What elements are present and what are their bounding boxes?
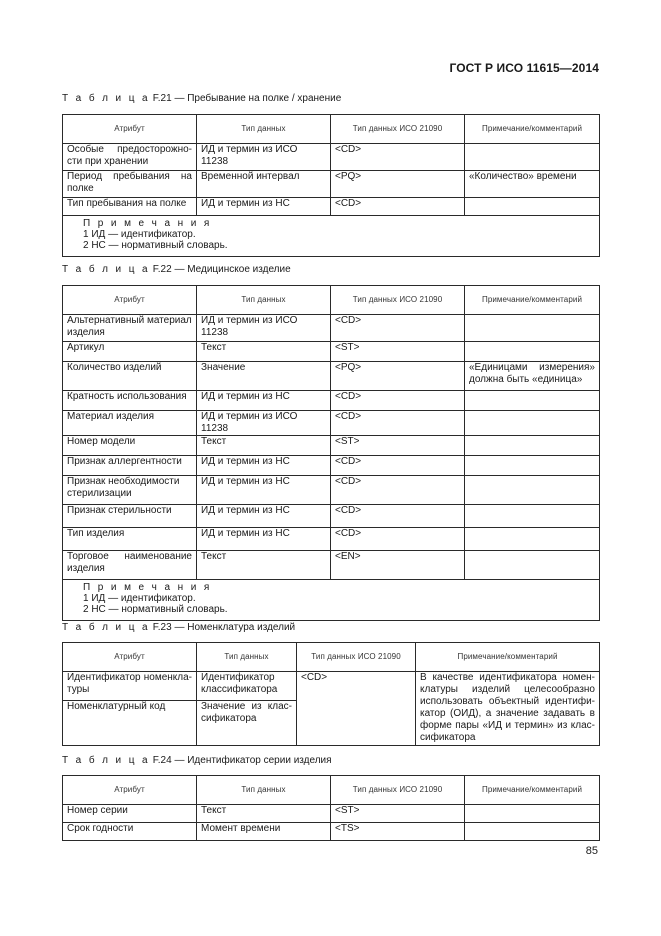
cell-iso-type: <ST> (331, 805, 465, 823)
notes-heading: П р и м е ч а н и я (83, 218, 212, 229)
cell-data-type: Текст (197, 551, 331, 580)
cell-data-type: ИД и термин из НС (197, 528, 331, 551)
cell-data-type: Идентификатор классификатора (197, 672, 297, 701)
note-item: 2 НС — нормативный словарь. (83, 240, 228, 251)
table-f21-caption (62, 93, 341, 104)
table-row (63, 456, 600, 476)
table-row (63, 551, 600, 580)
cell-iso-type: <CD> (331, 144, 465, 171)
cell-comment (465, 411, 600, 436)
col-header-comment: Примечание/комментарий (465, 286, 600, 315)
cell-attribute: Признак необходимости стерилизации (63, 476, 197, 505)
note-item: 2 НС — нормативный словарь. (83, 604, 228, 615)
notes-heading: П р и м е ч а н и я (83, 582, 212, 593)
cell-data-type: Момент времени (197, 823, 331, 841)
table-number: F.22 (152, 264, 172, 275)
cell-iso-type: <CD> (331, 528, 465, 551)
cell-iso-type: <CD> (331, 391, 465, 411)
col-header-comment: Примечание/комментарий (416, 643, 600, 672)
cell-attribute: Признак стерильности (63, 505, 197, 528)
col-header-attribute: Атрибут (63, 776, 197, 805)
cell-iso-type: <CD> (331, 456, 465, 476)
col-header-data-type: Тип данных (197, 643, 297, 672)
cell-comment (465, 823, 600, 841)
col-header-data-type: Тип данных (197, 286, 331, 315)
cell-comment (465, 805, 600, 823)
cell-attribute: Особые предосторожно-сти при хранении (63, 144, 197, 171)
table-row (63, 436, 600, 456)
cell-iso-type: <PQ> (331, 171, 465, 198)
table-f23-caption (62, 622, 295, 633)
col-header-attribute: Атрибут (63, 643, 197, 672)
notes-row (63, 580, 600, 621)
table-row (63, 823, 600, 841)
table-f22 (62, 285, 600, 621)
cell-iso-type: <PQ> (331, 362, 465, 391)
cell-iso-type: <CD> (331, 315, 465, 342)
cell-data-type: ИД и термин из НС (197, 456, 331, 476)
cell-data-type: ИД и термин из ИСО 11238 (197, 315, 331, 342)
cell-iso-type: <CD> (331, 411, 465, 436)
cell-attribute: Материал изделия (63, 411, 197, 436)
cell-comment (465, 505, 600, 528)
col-header-iso-type: Тип данных ИСО 21090 (331, 115, 465, 144)
cell-attribute: Период пребывания на полке (63, 171, 197, 198)
cell-attribute: Идентификатор номенкла-туры (63, 672, 197, 701)
cell-attribute: Альтернативный материал изделия (63, 315, 197, 342)
table-row (63, 805, 600, 823)
cell-attribute: Торговое наименование изделия (63, 551, 197, 580)
table-row (63, 411, 600, 436)
table-title: — Медицинское изделие (174, 264, 291, 275)
cell-attribute: Номер модели (63, 436, 197, 456)
cell-comment (465, 391, 600, 411)
note-item: 1 ИД — идентификатор. (83, 593, 196, 604)
cell-data-type: Текст (197, 436, 331, 456)
col-header-comment: Примечание/комментарий (465, 776, 600, 805)
cell-data-type: ИД и термин из НС (197, 476, 331, 505)
table-row (63, 315, 600, 342)
table-f21 (62, 114, 600, 257)
table-label: Т а б л и ц а (62, 755, 150, 766)
table-title: — Номенклатура изделий (174, 622, 296, 633)
cell-attribute: Кратность использования (63, 391, 197, 411)
table-title: — Пребывание на полке / хранение (174, 93, 342, 104)
table-f23 (62, 642, 600, 746)
cell-data-type: ИД и термин из НС (197, 505, 331, 528)
table-notes (63, 580, 600, 621)
table-row (63, 528, 600, 551)
col-header-iso-type: Тип данных ИСО 21090 (331, 776, 465, 805)
cell-comment (465, 342, 600, 362)
cell-comment (465, 528, 600, 551)
table-row (63, 391, 600, 411)
table-row (63, 342, 600, 362)
table-row (63, 362, 600, 391)
page-number: 85 (585, 845, 598, 857)
cell-data-type: ИД и термин из ИСО 11238 (197, 411, 331, 436)
col-header-attribute: Атрибут (63, 286, 197, 315)
cell-iso-type: <CD> (331, 476, 465, 505)
cell-data-type: Текст (197, 342, 331, 362)
cell-iso-type: <TS> (331, 823, 465, 841)
cell-attribute: Тип пребывания на полке (63, 198, 197, 216)
table-row (63, 171, 600, 198)
cell-iso-type: <CD> (331, 505, 465, 528)
cell-attribute: Срок годности (63, 823, 197, 841)
table-f24-caption (62, 755, 332, 766)
cell-attribute: Номенклатурный код (63, 701, 197, 746)
cell-data-type: ИД и термин из ИСО 11238 (197, 144, 331, 171)
cell-data-type: ИД и термин из НС (197, 391, 331, 411)
cell-data-type: Значение (197, 362, 331, 391)
cell-comment (465, 144, 600, 171)
cell-attribute: Тип изделия (63, 528, 197, 551)
cell-comment (465, 456, 600, 476)
table-title: — Идентификатор серии изделия (174, 755, 332, 766)
cell-attribute: Артикул (63, 342, 197, 362)
cell-iso-type: <ST> (331, 342, 465, 362)
col-header-comment: Примечание/комментарий (465, 115, 600, 144)
cell-comment (465, 315, 600, 342)
table-label: Т а б л и ц а (62, 264, 150, 275)
table-f22-caption (62, 264, 291, 275)
col-header-iso-type: Тип данных ИСО 21090 (297, 643, 416, 672)
cell-attribute: Признак аллергентности (63, 456, 197, 476)
table-row (63, 476, 600, 505)
table-label: Т а б л и ц а (62, 622, 150, 633)
cell-attribute: Номер серии (63, 805, 197, 823)
note-item: 1 ИД — идентификатор. (83, 229, 196, 240)
document-title: ГОСТ Р ИСО 11615—2014 (449, 61, 599, 75)
cell-iso-type: <EN> (331, 551, 465, 580)
table-f24 (62, 775, 600, 841)
cell-comment (465, 551, 600, 580)
table-row (63, 505, 600, 528)
cell-iso-type: <CD> (297, 672, 416, 746)
col-header-data-type: Тип данных (197, 115, 331, 144)
table-row (63, 672, 600, 701)
cell-iso-type: <CD> (331, 198, 465, 216)
cell-data-type: Временной интервал (197, 171, 331, 198)
cell-data-type: ИД и термин из НС (197, 198, 331, 216)
cell-comment (465, 436, 600, 456)
cell-comment (465, 198, 600, 216)
cell-comment: «Количество» времени (465, 171, 600, 198)
cell-attribute: Количество изделий (63, 362, 197, 391)
cell-comment (465, 476, 600, 505)
table-number: F.24 (152, 755, 172, 766)
cell-comment: «Единицами измерения» должна быть «единица» (465, 362, 600, 391)
table-number: F.21 (152, 93, 172, 104)
table-notes (63, 216, 600, 257)
col-header-attribute: Атрибут (63, 115, 197, 144)
cell-comment: В качестве идентификатора номен-клатуры изделий целесообразно использовать объектный идентифи-катор (ОИД), а значение задавать в форме пары «ИД и термин» из клас-сификатора (416, 672, 600, 746)
notes-row (63, 216, 600, 257)
col-header-data-type: Тип данных (197, 776, 331, 805)
table-label: Т а б л и ц а (62, 93, 150, 104)
cell-data-type: Значение из клас-сификатора (197, 701, 297, 746)
table-row (63, 198, 600, 216)
table-number: F.23 (152, 622, 172, 633)
cell-iso-type: <ST> (331, 436, 465, 456)
table-row (63, 144, 600, 171)
col-header-iso-type: Тип данных ИСО 21090 (331, 286, 465, 315)
cell-data-type: Текст (197, 805, 331, 823)
